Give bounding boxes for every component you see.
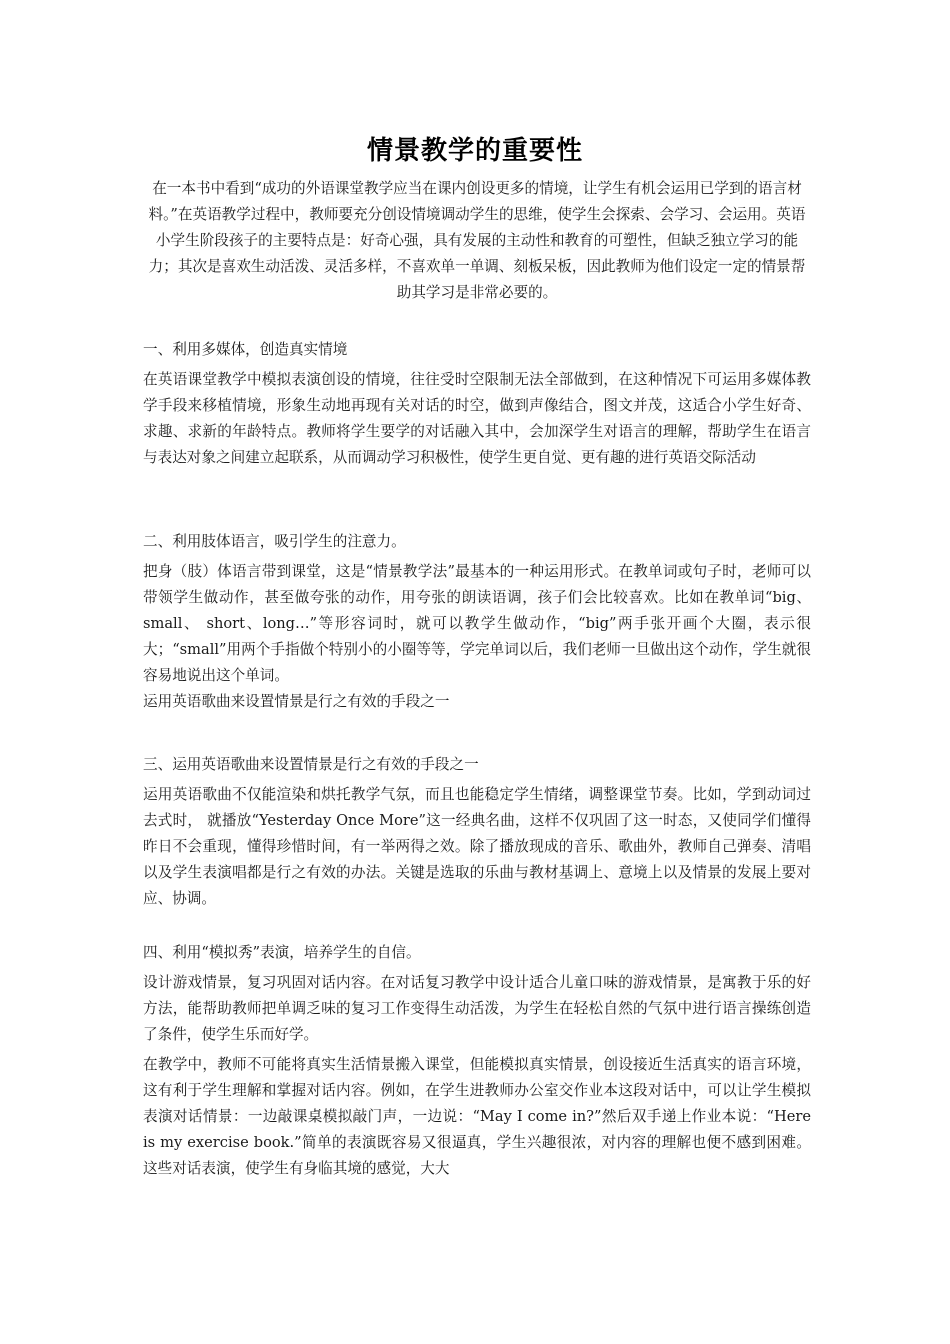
section-2-paragraph-2: 运用英语歌曲来设置情景是行之有效的手段之一	[143, 693, 450, 710]
section-heading-3: 三、运用英语歌曲来设置情景是行之有效的手段之一	[143, 756, 479, 773]
section-4-paragraph-2: 在教学中，教师不可能将真实生活情景搬入课堂，但能模拟真实情景，创设接近生活真实的语言环境，这有利于学生理解和掌握对话内容。例如，在学生进教师办公室交作业本这段对话中，可以让学生模拟表演对话情景：一边敲课桌模拟敲门声，一边说：“May I come in?”然后双手递上作业本说：“Here is my exercise book.”简单的表演既容易又很逼真，学生兴趣很浓，对内容的理解也便不感到困难。这些对话表演，使学生有身临其境的感觉，大大	[143, 1056, 811, 1177]
intro-paragraph: 在一本书中看到“成功的外语课堂教学应当在课内创设更多的情境，让学生有机会运用已学到的语言材料。”在英语教学过程中，教师要充分创设情境调动学生的思维，使学生会探索、会学习、会运用。英语小学生阶段孩子的主要特点是：好奇心强，具有发展的主动性和教育的可塑性，但缺乏独立学习的能力；其次是喜欢生动活泼、灵活多样，不喜欢单一单调、刻板呆板，因此教师为他们设定一定的情景帮助其学习是非常必要的。	[148, 180, 806, 301]
section-heading-1: 一、利用多媒体，创造真实情境	[143, 341, 348, 358]
section-heading-2: 二、利用肢体语言，吸引学生的注意力。	[143, 533, 406, 550]
section-3-paragraph-1: 运用英语歌曲不仅能渲染和烘托教学气氛，而且也能稳定学生情绪，调整课堂节奏。比如，学到动词过去式时， 就播放“Yesterday Once More”这一经典名曲，这样不仅巩固了这一时态，又使同学们懂得昨日不会重现，懂得珍惜时间，有一举两得之效。除了播放现成的音乐、歌曲外，教师自己弹奏、清唱以及学生表演唱都是行之有效的办法。关键是选取的乐曲与教材基调上、意境上以及情景的发展上要对应、协调。	[143, 786, 811, 907]
section-4-paragraph-1: 设计游戏情景，复习巩固对话内容。在对话复习教学中设计适合儿童口味的游戏情景，是寓教于乐的好方法，能帮助教师把单调乏味的复习工作变得生动活泼，为学生在轻松自然的气氛中进行语言操练创造了条件，使学生乐而好学。	[143, 974, 811, 1043]
section-2-paragraph-1: 把身（肢）体语言带到课堂，这是“情景教学法”最基本的一种运用形式。在教单词或句子时，老师可以带领学生做动作，甚至做夸张的动作，用夸张的朗读语调，孩子们会比较喜欢。比如在教单词“big、small、 short、long…”等形容词时，就可以教学生做动作，“big”两手张开画个大圈，表示很大；“small”用两个手指做个特别小的小圈等等，学完单词以后，我们老师一旦做出这个动作，学生就很容易地说出这个单词。	[143, 563, 811, 684]
document-title: 情景教学的重要性	[366, 136, 583, 166]
section-heading-4: 四、利用“模拟秀”表演，培养学生的自信。	[143, 944, 421, 961]
section-1-paragraph-1: 在英语课堂教学中模拟表演创设的情境，往往受时空限制无法全部做到，在这种情况下可运用多媒体教学手段来移植情境，形象生动地再现有关对话的时空，做到声像结合，图文并茂，这适合小学生好奇、求趣、求新的年龄特点。教师将学生要学的对话融入其中，会加深学生对语言的理解，帮助学生在语言与表达对象之间建立起联系，从而调动学习积极性，使学生更自觉、更有趣的进行英语交际活动	[143, 371, 811, 466]
